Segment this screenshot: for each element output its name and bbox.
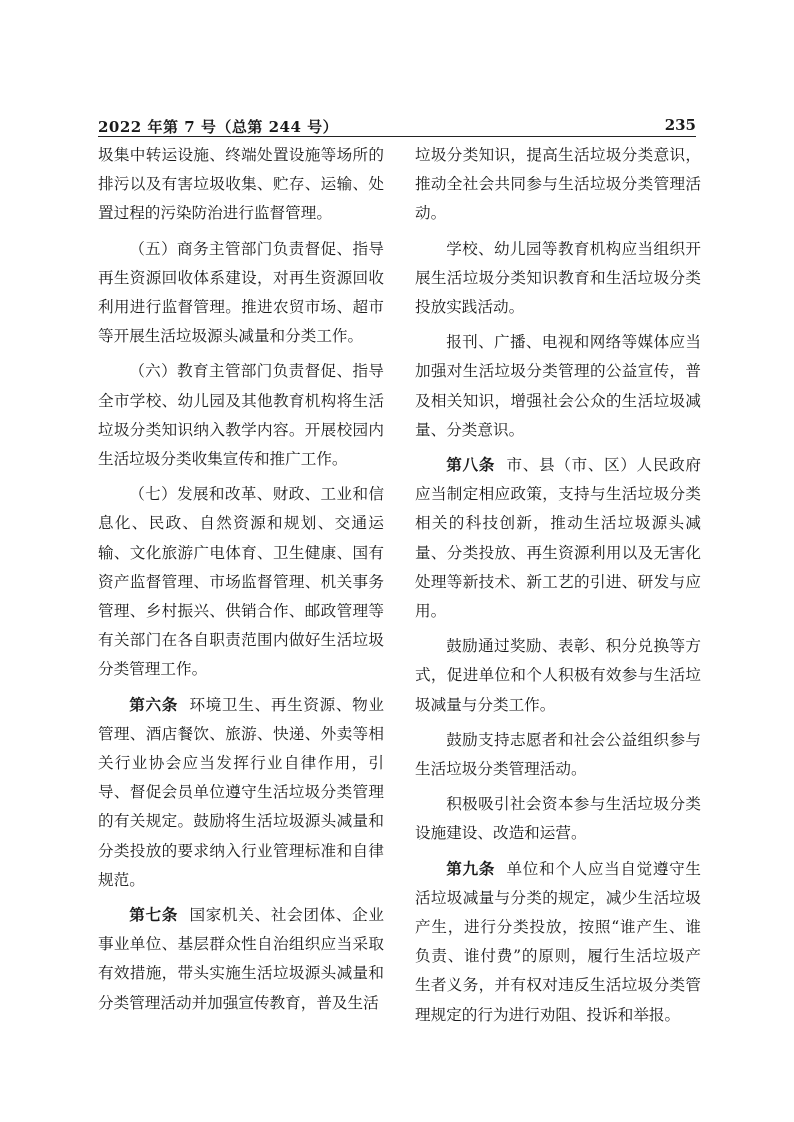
article-text: 单位和个人应当自觉遵守生活垃圾减量与分类的规定，减少生活垃圾产生，进行分类投放，按照“谁产生、谁负责、谁付费”的原则，履行生活垃圾产生者义务，并有权对违反生活垃圾分类管理规定的行为进行劝阻、投诉和举报。 xyxy=(415,859,701,1024)
article-title: 第七条 xyxy=(129,906,178,925)
paragraph: 圾集中转运设施、终端处置设施等场所的排污以及有害垃圾收集、贮存、运输、处置过程的污染防治进行监督管理。 xyxy=(98,146,384,223)
page-header xyxy=(98,116,696,138)
article-7 xyxy=(98,901,384,1018)
paragraph: 垃圾分类知识，提高生活垃圾分类意识，推动全社会共同参与生活垃圾分类管理活动。 xyxy=(415,146,701,223)
article-8 xyxy=(415,451,701,626)
paragraph: 鼓励支持志愿者和社会公益组织参与生活垃圾分类管理活动。 xyxy=(415,730,701,779)
right-column xyxy=(415,141,701,1036)
paragraph: 积极吸引社会资本参与生活垃圾分类设施建设、改造和运营。 xyxy=(415,795,701,843)
left-column xyxy=(98,141,384,1024)
paragraph: （五）商务主管部门负责督促、指导再生资源回收体系建设，对再生资源回收利用进行监督管理。推进农贸市场、超市等开展生活垃圾源头减量和分类工作。 xyxy=(98,239,384,346)
article-text: 市、县（市、区）人民政府应当制定相应政策，支持与生活垃圾分类相关的科技创新，推动生活垃圾源头减量、分类投放、再生资源利用以及无害化处理等新技术、新工艺的引进、研发与应用。 xyxy=(415,456,701,621)
article-text: 环境卫生、再生资源、物业管理、酒店餐饮、旅游、快递、外卖等相关行业协会应当发挥行业自律作用，引导、督促会员单位遵守生活垃圾分类管理的有关规定。鼓励将生活垃圾源头减量和分类投放的要求纳入行业管理标准和自律规范。 xyxy=(98,695,384,889)
issue-label: 2022 年第 7 号（总第 244 号） xyxy=(98,118,339,136)
article-title: 第八条 xyxy=(446,456,495,475)
article-title: 第九条 xyxy=(446,859,495,878)
article-text: 国家机关、社会团体、企业事业单位、基层群众性自治组织应当采取有效措施，带头实施生活垃圾源头减量和分类管理活动并加强宣传教育，普及生活 xyxy=(98,906,384,1012)
article-6 xyxy=(98,691,384,895)
article-title: 第六条 xyxy=(129,695,178,714)
paragraph: （六）教育主管部门负责督促、指导全市学校、幼儿园及其他教育机构将生活垃圾分类知识纳入教学内容。开展校园内生活垃圾分类收集宣传和推广工作。 xyxy=(98,362,384,469)
paragraph: 鼓励通过奖励、表彰、积分兑换等方式，促进单位和个人积极有效参与生活垃圾减量与分类工作。 xyxy=(415,637,701,714)
paragraph: 学校、幼儿园等教育机构应当组织开展生活垃圾分类知识教育和生活垃圾分类投放实践活动。 xyxy=(415,239,701,317)
paragraph: 报刊、广播、电视和网络等媒体应当加强对生活垃圾分类管理的公益宣传，普及相关知识，增强社会公众的生活垃圾减量、分类意识。 xyxy=(415,333,701,439)
paragraph: （七）发展和改革、财政、工业和信息化、民政、自然资源和规划、交通运输、文化旅游广电体育、卫生健康、国有资产监督管理、市场监督管理、机关事务管理、乡村振兴、供销合作、邮政管理等有关部门在各自职责范围内做好生活垃圾分类管理工作。 xyxy=(98,485,384,679)
header-rule xyxy=(98,136,696,137)
article-9 xyxy=(415,855,701,1030)
page-number: 235 xyxy=(664,116,696,134)
